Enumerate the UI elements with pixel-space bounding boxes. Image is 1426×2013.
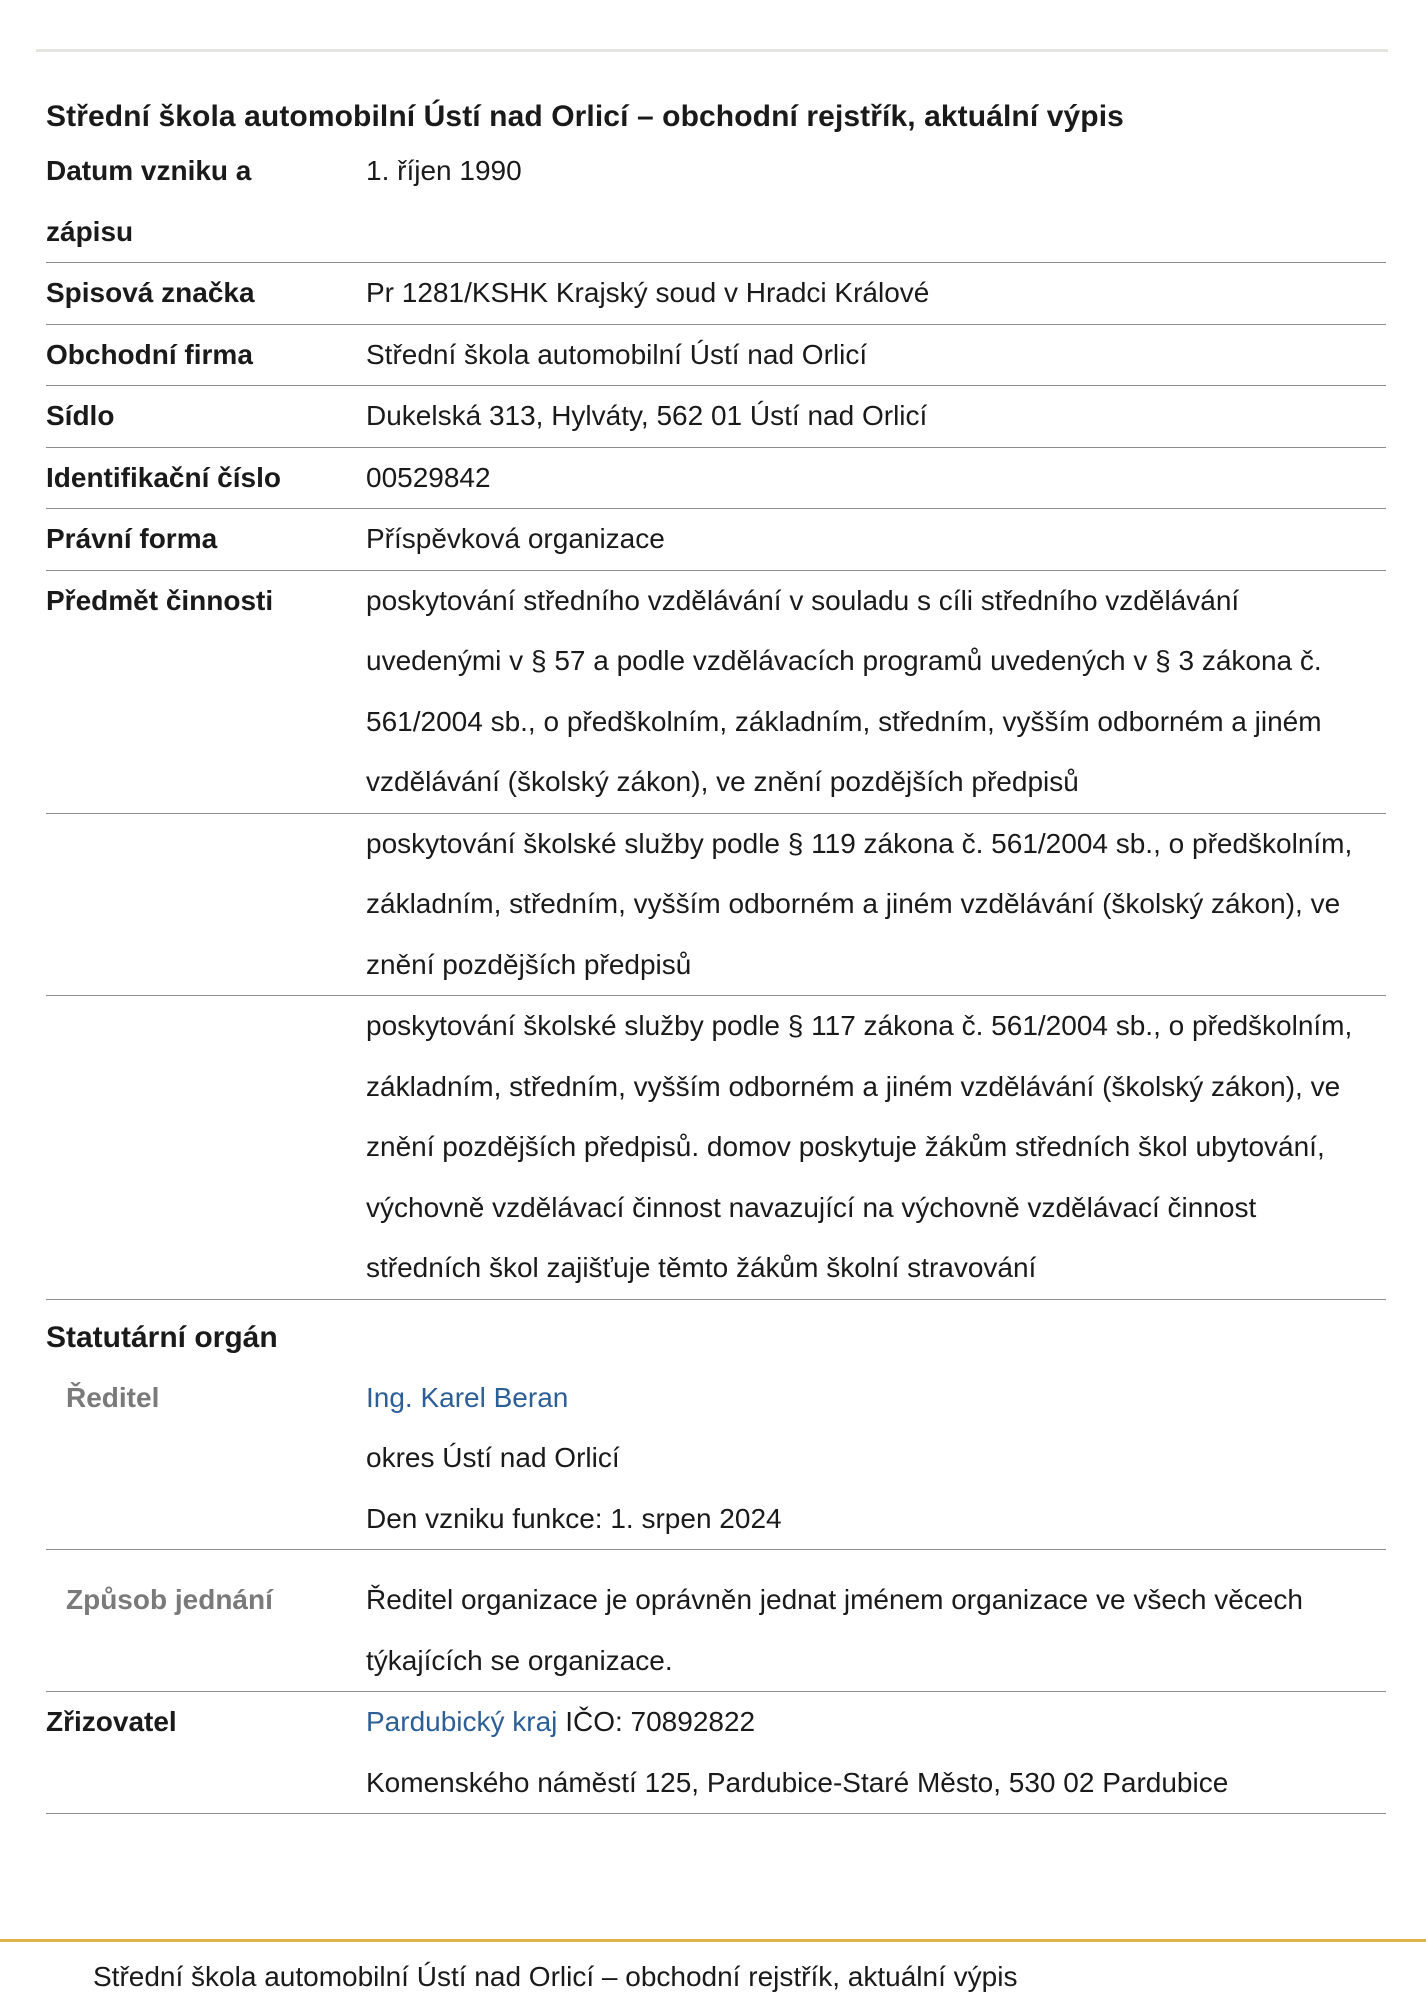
row-predmet-cinnosti-3 — [46, 996, 1386, 1300]
zrizovatel-address: Komenského náměstí 125, Pardubice-Staré Město, 530 02 Pardubice — [366, 1766, 1229, 1798]
value-obchodni-firma: Střední škola automobilní Ústí nad Orlicí — [366, 338, 868, 370]
value-datum-vzniku: 1. říjen 1990 — [366, 155, 522, 186]
label-obchodni-firma: Obchodní firma — [46, 338, 253, 370]
label-spisova-znacka: Spisová značka — [46, 277, 255, 308]
label-zrizovatel: Zřizovatel — [46, 1706, 177, 1737]
label-sidlo: Sídlo — [46, 400, 115, 431]
value-identifikacni-cislo: 00529842 — [366, 461, 491, 493]
row-sidlo — [46, 386, 1386, 448]
label-empty — [46, 996, 366, 1299]
value-predmet-cinnosti-1: poskytování středního vzdělávání v souladu s cíli středního vzdělávání uvedenými v § 57 a podle vzdělávacích programů uvedených v § 3 zákona č. 561/2004 sb., o předškolním, základním, středním, vyšším odborném a jiném vzdělávání (školský zákon), ve znění pozdějších předpisů — [366, 584, 1322, 797]
value-predmet-cinnosti-2: poskytování školské služby podle § 119 zákona č. 561/2004 sb., o předškolním, základním, středním, vyšším odborném a jiném vzdělávání (školský zákon), ve znění pozdějších předpisů — [366, 827, 1353, 980]
label-identifikacni-cislo: Identifikační číslo — [46, 461, 281, 493]
label-datum-vzniku: Datum vzniku a zápisu — [46, 155, 252, 247]
page-footer — [0, 1939, 1426, 2013]
row-datum-vzniku — [46, 141, 1386, 263]
page-title: Střední škola automobilní Ústí nad Orlicí – obchodní rejstřík, aktuální výpis — [46, 100, 1124, 133]
label-pravni-forma: Právní forma — [46, 523, 218, 554]
reditel-den-vzniku: Den vzniku funkce: 1. srpen 2024 — [366, 1502, 782, 1534]
section-heading-statutarni-organ: Statutární orgán — [46, 1320, 278, 1354]
row-identifikacni-cislo — [46, 448, 1386, 510]
link-zrizovatel-name[interactable]: Pardubický kraj — [366, 1706, 558, 1737]
row-reditel — [46, 1368, 1386, 1551]
label-zpusob-jednani: Způsob jednání — [66, 1584, 273, 1615]
value-zpusob-jednani: Ředitel organizace je oprávněn jednat jménem organizace ve všech věcech týkajících se organizace. — [366, 1584, 1303, 1676]
label-reditel: Ředitel — [66, 1381, 160, 1413]
value-spisova-znacka: Pr 1281/KSHK Krajský soud v Hradci Králové — [366, 277, 930, 308]
link-reditel-name[interactable]: Ing. Karel Beran — [366, 1381, 569, 1413]
registry-extract-card — [46, 52, 1386, 1814]
row-predmet-cinnosti-1 — [46, 571, 1386, 814]
row-predmet-cinnosti-2 — [46, 814, 1386, 997]
zrizovatel-ico: IČO: 70892822 — [565, 1706, 756, 1737]
value-sidlo: Dukelská 313, Hylváty, 562 01 Ústí nad Orlicí — [366, 400, 928, 431]
reditel-okres: okres Ústí nad Orlicí — [366, 1442, 620, 1473]
value-reditel — [366, 1368, 1386, 1550]
row-zpusob-jednani — [46, 1550, 1386, 1692]
row-spisova-znacka — [46, 263, 1386, 325]
value-pravni-forma: Příspěvková organizace — [366, 523, 665, 554]
label-empty — [46, 814, 366, 996]
row-obchodni-firma — [46, 325, 1386, 387]
label-predmet-cinnosti: Předmět činnosti — [46, 584, 274, 616]
footer-title: Střední škola automobilní Ústí nad Orlicí – obchodní rejstřík, aktuální výpis — [93, 1961, 1018, 1992]
value-predmet-cinnosti-3: poskytování školské služby podle § 117 zákona č. 561/2004 sb., o předškolním, základním, středním, vyšším odborném a jiném vzdělávání (školský zákon), ve znění pozdějších předpisů. domov poskytuje žákům středních škol ubytování, výchovně vzdělávací činnost navazující na výchovně vzdělávací činnost středních škol zajišťuje těmto žákům školní stravování — [366, 1010, 1353, 1283]
value-zrizovatel — [366, 1692, 1386, 1813]
row-zrizovatel — [46, 1692, 1386, 1814]
row-pravni-forma — [46, 509, 1386, 571]
